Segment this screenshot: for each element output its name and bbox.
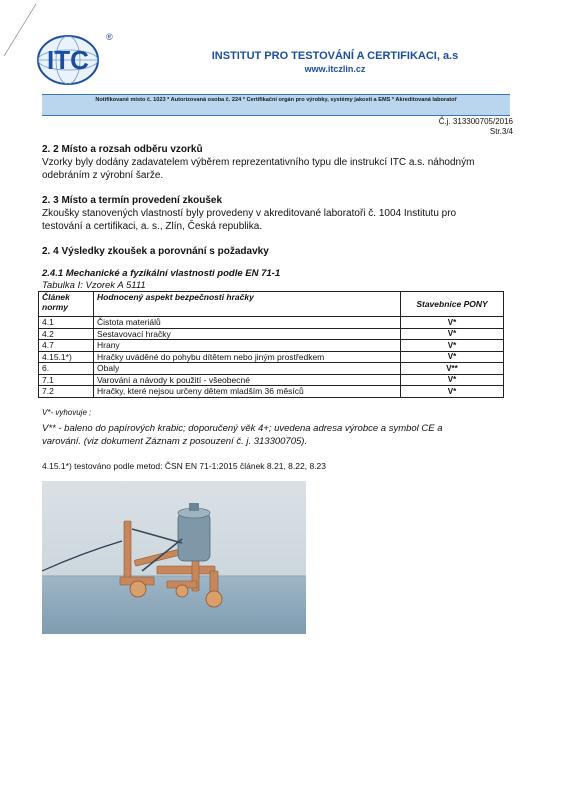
cell-aspect: Varování a návody k použití - všeobecné (94, 374, 401, 386)
section-2-4-heading: 2. 4 Výsledky zkoušek a porovnání s požadavky (42, 246, 269, 257)
cell-aspect: Obaly (94, 363, 401, 375)
cell-result: V* (401, 386, 504, 398)
section-2-2-heading: 2. 2 Místo a rozsah odběru vzorků (42, 144, 203, 155)
packaging-note (42, 423, 518, 448)
paragraph-line: testování a certifikaci, a. s., Zlín, Česká republika. (42, 220, 263, 232)
cell-result: V* (401, 340, 504, 352)
cell-aspect: Hračky, které nejsou určeny dětem mladším 36 měsíců (94, 386, 401, 398)
table-row (39, 374, 504, 386)
itc-logo (22, 28, 122, 88)
section-2-4-1-heading: 2.4.1 Mechanické a fyzikální vlastnosti podle EN 71-1 (42, 268, 281, 279)
sample-photo (42, 481, 306, 634)
cell-article: 4.15.1*) (39, 351, 94, 363)
header-aspect: Hodnocený aspekt bezpečnosti hračky (94, 292, 401, 317)
table-row (39, 386, 504, 398)
org-name: INSTITUT PRO TESTOVÁNÍ A CERTIFIKACI, a.s (211, 50, 459, 62)
table-row (39, 340, 504, 352)
section-2-3-heading: 2. 3 Místo a termín provedení zkoušek (42, 195, 223, 206)
cell-aspect: Čistota materiálů (94, 317, 401, 329)
paragraph-line: odebráním z výrobní šarže. (42, 169, 164, 181)
cell-article: 6. (39, 363, 94, 375)
table-row (39, 363, 504, 375)
cell-result: V** (401, 363, 504, 375)
cell-result: V* (401, 328, 504, 340)
cell-article: 7.1 (39, 374, 94, 386)
cell-aspect: Hrany (94, 340, 401, 352)
section-2-2-text (42, 157, 520, 182)
cell-result: V* (401, 351, 504, 363)
table-row (39, 317, 504, 329)
header-article: Článek normy (39, 292, 94, 317)
table-header-row (39, 292, 504, 317)
requirements-table (38, 291, 504, 398)
registered-mark: ® (106, 32, 113, 42)
cell-result: V* (401, 374, 504, 386)
header-product: Stavebnice PONY (401, 292, 504, 317)
section-2-3-text (42, 208, 520, 233)
paragraph-line: Vzorky byly dodány zadavatelem výběrem reprezentativního typu dle instrukcí ITC a.s. náhodným (42, 157, 475, 168)
logo-text: ITC (47, 45, 89, 75)
note-line: V** - baleno do papírových krabic; doporučený věk 4+; uvedena adresa výrobce a symbol CE a (42, 423, 443, 434)
cell-article: 4.7 (39, 340, 94, 352)
cell-article: 4.1 (39, 317, 94, 329)
reference-number: Č.j. 313300705/2016 (438, 117, 513, 126)
result-legend: V*- vyhovuje ; (42, 408, 92, 417)
cell-article: 4.2 (39, 328, 94, 340)
test-method-note: 4.15.1*) testováno podle metod: ČSN EN 71-1:2015 článek 8.21, 8.22, 8.23 (42, 461, 326, 471)
page-number: Str.3/4 (489, 127, 513, 136)
org-website: www.itczlin.cz (304, 64, 366, 74)
cell-result: V* (401, 317, 504, 329)
table-caption: Tabulka I: Vzorek A 5111 (42, 280, 146, 291)
paragraph-line: Zkoušky stanovených vlastností byly provedeny v akreditované laboratoři č. 1004 Institutu pro (42, 208, 457, 219)
table-row (39, 351, 504, 363)
accreditation-text: Notifikované místo č. 1023 * Autorizovaná osoba č. 224 * Certifikační orgán pro výrobky, systémy jakosti a EMS * Akreditovaná laboratoř (95, 97, 457, 103)
cell-aspect: Sestavovací hračky (94, 328, 401, 340)
document-reference (439, 117, 513, 137)
cell-article: 7.2 (39, 386, 94, 398)
note-line: varování. (viz dokument Záznam z posouzení č. j. 313300705). (42, 435, 308, 447)
cell-aspect: Hračky uváděné do pohybu dítětem nebo jiným prostředkem (94, 351, 401, 363)
table-row (39, 328, 504, 340)
